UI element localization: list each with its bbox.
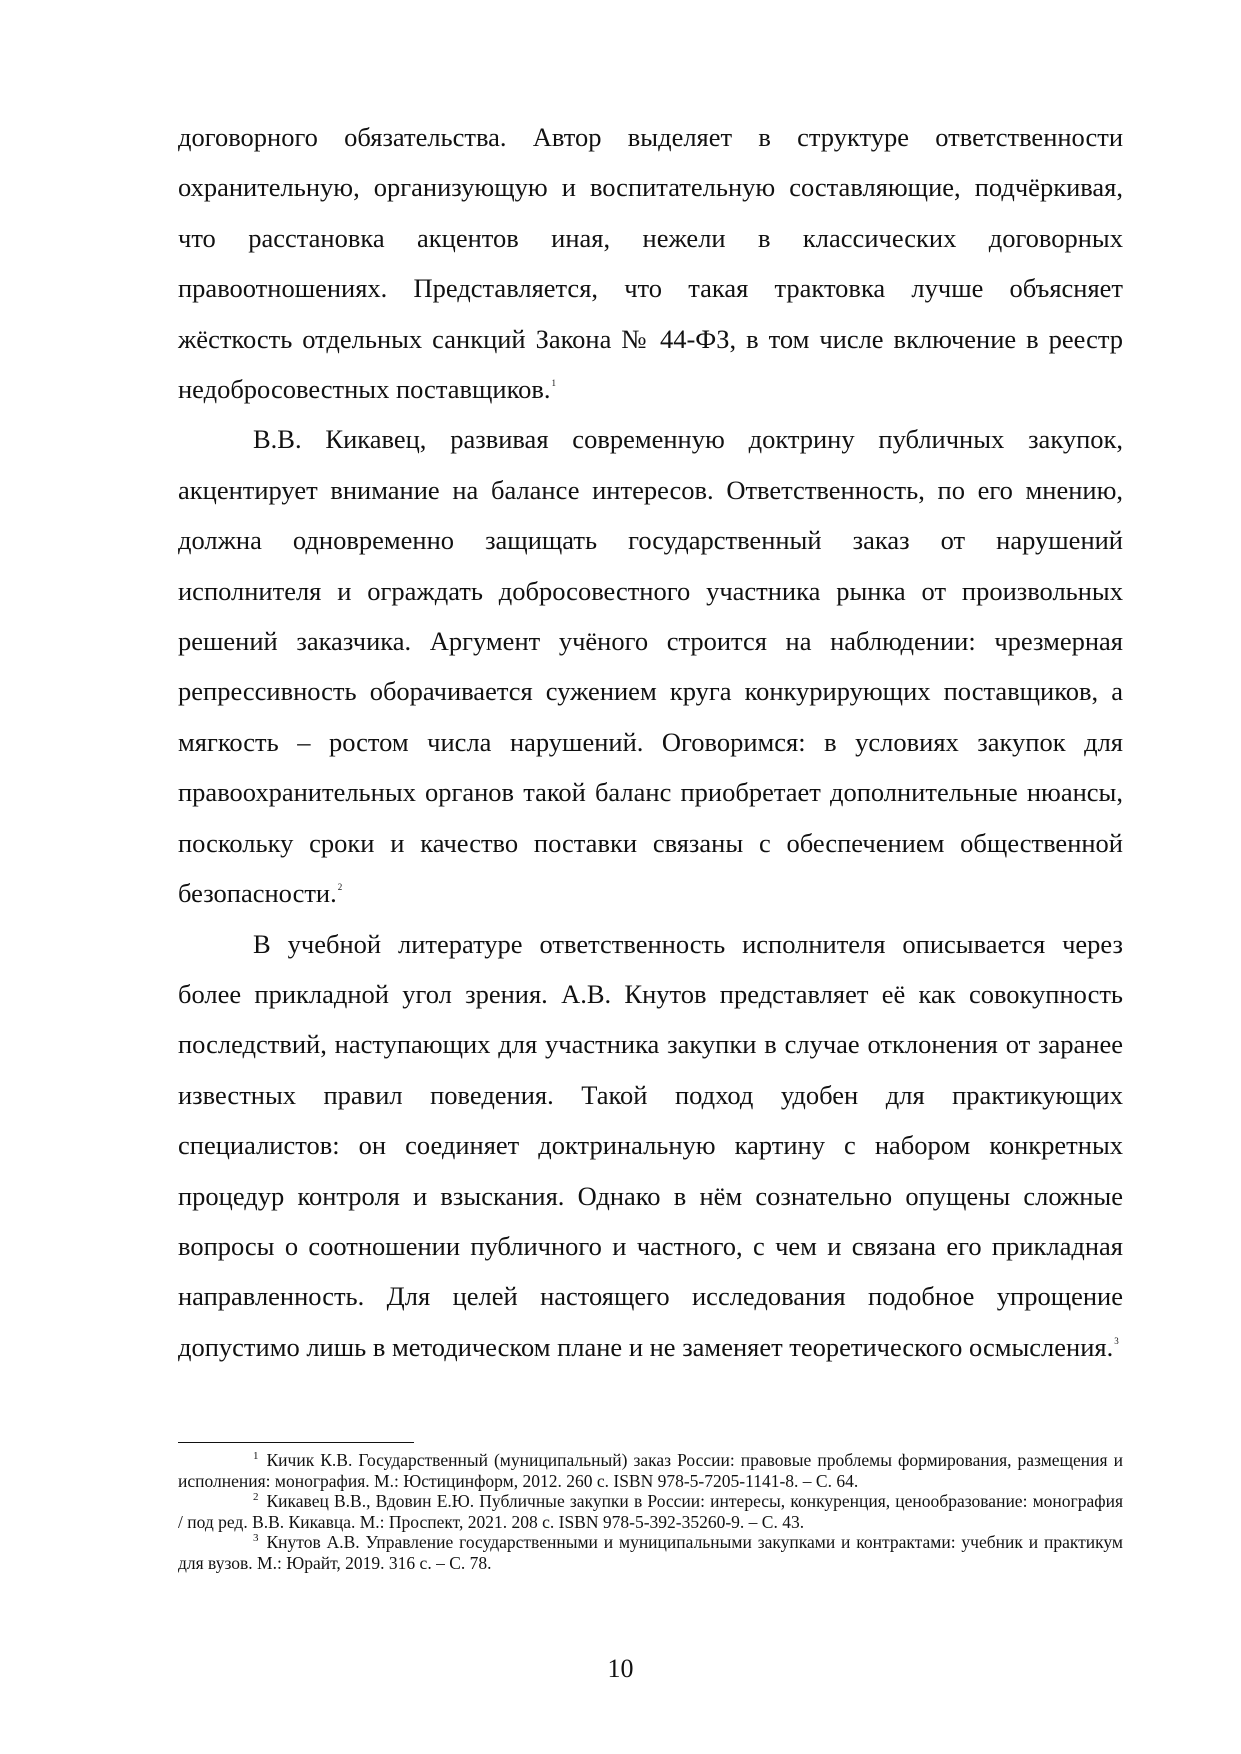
- paragraph-text: договорного обязательства. Автор выделяет в структуре ответственности охранительную, организующую и воспитательную составляющие, подчёркивая, что расстановка акцентов иная, нежели в классических договорных правоотношениях. Представляется, что такая трактовка лучше объясняет жёсткость отдельных санкций Закона № 44-ФЗ, в том числе включение в реестр недобросовестных поставщиков.: [178, 122, 1123, 405]
- footnote-mark: 2: [253, 1491, 259, 1504]
- footnote-3: [178, 1532, 1123, 1573]
- footnote-1: [178, 1450, 1123, 1491]
- footnote-mark: 3: [253, 1532, 259, 1545]
- paragraph-2: [178, 414, 1123, 918]
- footnote-text: Кнутов А.В. Управление государственными и муниципальными закупками и контрактами: учебник и практикум для вузов. М.: Юрайт, 2019. 316 с. – С. 78.: [178, 1532, 1123, 1573]
- paragraph-1: [178, 112, 1123, 414]
- footnote-reference[interactable]: 3: [1114, 1335, 1119, 1346]
- footnotes: [178, 1450, 1123, 1574]
- footnote-mark: 1: [253, 1450, 259, 1462]
- paragraph-3: [178, 919, 1123, 1373]
- footnote-text: Кикавец В.В., Вдовин Е.Ю. Публичные закупки в России: интересы, конкуренция, ценообразование: монография / под ред. В.В. Кикавца. М.: Проспект, 2021. 208 с. ISBN 978-5-392-35260-9. – С. 43.: [178, 1491, 1123, 1532]
- page-number: 10: [607, 1654, 634, 1683]
- paragraph-text: В.В. Кикавец, развивая современную доктрину публичных закупок, акцентирует внимание на балансе интересов. Ответственность, по его мнению, должна одновременно защищать государственный заказ от нарушений исполнителя и ограждать добросовестного участника рынка от произвольных решений заказчика. Аргумент учёного строится на наблюдении: чрезмерная репрессивность оборачивается сужением круга конкурирующих поставщиков, а мягкость – ростом числа нарушений. Оговоримся: в условиях закупок для правоохранительных органов такой баланс приобретает дополнительные нюансы, поскольку сроки и качество поставки связаны с обеспечением общественной безопасности.: [178, 424, 1123, 909]
- footnote-2: [178, 1491, 1123, 1532]
- footnote-text: Кичик К.В. Государственный (муниципальный) заказ России: правовые проблемы формирования, размещения и исполнения: монография. М.: Юстицинформ, 2012. 260 с. ISBN 978-5-7205-1141-8. – С. 64.: [178, 1450, 1123, 1491]
- footnote-separator: [178, 1442, 414, 1443]
- footnote-reference[interactable]: 2: [337, 882, 343, 893]
- paragraph-text: В учебной литературе ответственность исполнителя описывается через более прикладной угол зрения. А.В. Кнутов представляет её как совокупность последствий, наступающих для участника закупки в случае отклонения от заранее известных правил поведения. Такой подход удобен для практикующих специалистов: он соединяет доктринальную картину с набором конкретных процедур контроля и взыскания. Однако в нём сознательно опущены сложные вопросы о соотношении публичного и частного, с чем и связана его прикладная направленность. Для целей настоящего исследования подобное упрощение допустимо лишь в методическом плане и не заменяет теоретического осмысления.: [178, 928, 1123, 1362]
- footnote-reference[interactable]: 1: [551, 378, 557, 389]
- body-text: [178, 112, 1123, 1372]
